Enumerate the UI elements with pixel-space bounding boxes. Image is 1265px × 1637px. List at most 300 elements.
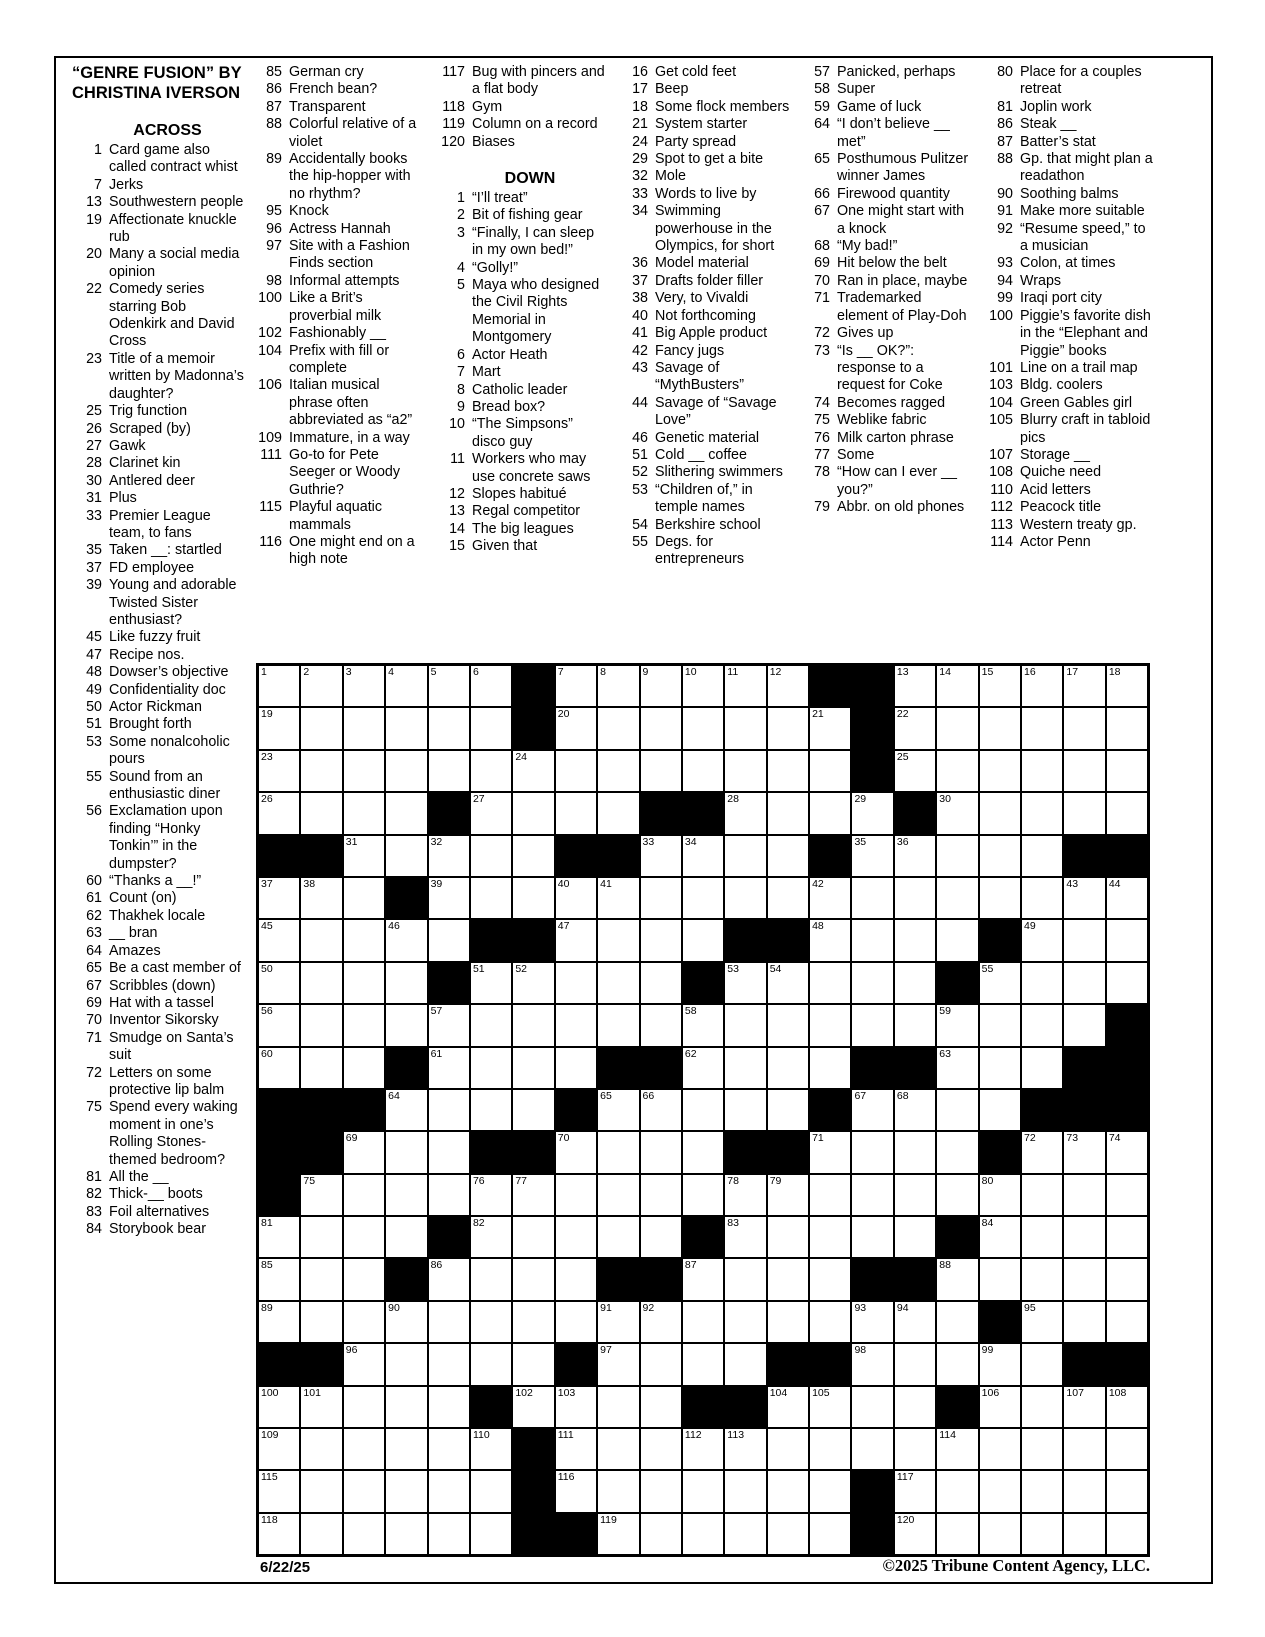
grid-cell[interactable] (470, 665, 512, 707)
grid-cell[interactable] (385, 792, 427, 834)
grid-cell[interactable] (1021, 750, 1063, 792)
grid-cell[interactable] (851, 792, 893, 834)
grid-cell[interactable] (767, 1428, 809, 1470)
grid-cell[interactable] (724, 665, 766, 707)
grid-cell[interactable] (555, 1428, 597, 1470)
grid-cell[interactable] (767, 707, 809, 749)
grid-cell[interactable] (682, 1131, 724, 1173)
grid-cell[interactable] (894, 1470, 936, 1512)
grid-cell[interactable] (682, 1343, 724, 1385)
grid-cell[interactable] (428, 835, 470, 877)
grid-cell[interactable] (936, 1513, 978, 1555)
grid-cell[interactable] (979, 792, 1021, 834)
grid-cell[interactable] (1021, 1174, 1063, 1216)
grid-cell[interactable] (597, 707, 639, 749)
grid-cell[interactable] (894, 665, 936, 707)
grid-cell[interactable] (555, 1386, 597, 1428)
grid-cell[interactable] (300, 1386, 342, 1428)
grid-cell[interactable] (597, 1428, 639, 1470)
grid-cell[interactable] (894, 1216, 936, 1258)
grid-cell[interactable] (1021, 707, 1063, 749)
grid-cell[interactable] (979, 1089, 1021, 1131)
grid-cell[interactable] (640, 1301, 682, 1343)
grid-cell[interactable] (597, 1216, 639, 1258)
grid-cell[interactable] (258, 1513, 300, 1555)
grid-cell[interactable] (428, 1004, 470, 1046)
grid-cell[interactable] (809, 707, 851, 749)
grid-cell[interactable] (385, 835, 427, 877)
grid-cell[interactable] (343, 919, 385, 961)
grid-cell[interactable] (682, 665, 724, 707)
grid-cell[interactable] (809, 1513, 851, 1555)
grid-cell[interactable] (343, 1343, 385, 1385)
grid-cell[interactable] (640, 1131, 682, 1173)
grid-cell[interactable] (1106, 750, 1148, 792)
grid-cell[interactable] (851, 1343, 893, 1385)
grid-cell[interactable] (767, 1089, 809, 1131)
grid-cell[interactable] (979, 1470, 1021, 1512)
grid-cell[interactable] (851, 1004, 893, 1046)
grid-cell[interactable] (809, 1004, 851, 1046)
grid-cell[interactable] (1021, 1470, 1063, 1512)
grid-cell[interactable] (894, 1386, 936, 1428)
grid-cell[interactable] (597, 1004, 639, 1046)
grid-cell[interactable] (724, 835, 766, 877)
grid-cell[interactable] (640, 750, 682, 792)
grid-cell[interactable] (1063, 750, 1105, 792)
grid-cell[interactable] (936, 750, 978, 792)
grid-cell[interactable] (809, 1216, 851, 1258)
grid-cell[interactable] (300, 1470, 342, 1512)
grid-cell[interactable] (1106, 707, 1148, 749)
grid-cell[interactable] (385, 1386, 427, 1428)
grid-cell[interactable] (343, 1428, 385, 1470)
grid-cell[interactable] (555, 665, 597, 707)
grid-cell[interactable] (724, 877, 766, 919)
grid-cell[interactable] (428, 707, 470, 749)
grid-cell[interactable] (1021, 1258, 1063, 1300)
grid-cell[interactable] (385, 1089, 427, 1131)
grid-cell[interactable] (809, 1047, 851, 1089)
grid-cell[interactable] (258, 707, 300, 749)
grid-cell[interactable] (979, 707, 1021, 749)
grid-cell[interactable] (894, 919, 936, 961)
grid-cell[interactable] (555, 1131, 597, 1173)
grid-cell[interactable] (300, 1301, 342, 1343)
grid-cell[interactable] (979, 1343, 1021, 1385)
grid-cell[interactable] (470, 750, 512, 792)
grid-cell[interactable] (640, 1513, 682, 1555)
grid-cell[interactable] (597, 750, 639, 792)
grid-cell[interactable] (851, 1216, 893, 1258)
grid-cell[interactable] (767, 962, 809, 1004)
grid-cell[interactable] (682, 1174, 724, 1216)
grid-cell[interactable] (428, 1258, 470, 1300)
grid-cell[interactable] (597, 792, 639, 834)
grid-cell[interactable] (597, 1174, 639, 1216)
grid-cell[interactable] (597, 1301, 639, 1343)
grid-cell[interactable] (936, 1131, 978, 1173)
grid-cell[interactable] (1106, 877, 1148, 919)
grid-cell[interactable] (640, 1004, 682, 1046)
grid-cell[interactable] (428, 1513, 470, 1555)
grid-cell[interactable] (258, 1047, 300, 1089)
grid-cell[interactable] (470, 1470, 512, 1512)
grid-cell[interactable] (1106, 1131, 1148, 1173)
grid-cell[interactable] (343, 1513, 385, 1555)
grid-cell[interactable] (1063, 1004, 1105, 1046)
grid-cell[interactable] (258, 1428, 300, 1470)
grid-cell[interactable] (343, 1047, 385, 1089)
grid-cell[interactable] (555, 792, 597, 834)
grid-cell[interactable] (682, 750, 724, 792)
grid-cell[interactable] (385, 1301, 427, 1343)
grid-cell[interactable] (767, 1216, 809, 1258)
grid-cell[interactable] (385, 1174, 427, 1216)
grid-cell[interactable] (597, 1131, 639, 1173)
grid-cell[interactable] (767, 877, 809, 919)
grid-cell[interactable] (470, 1047, 512, 1089)
grid-cell[interactable] (724, 792, 766, 834)
grid-cell[interactable] (1021, 919, 1063, 961)
grid-cell[interactable] (724, 1428, 766, 1470)
grid-cell[interactable] (894, 1004, 936, 1046)
grid-cell[interactable] (1106, 1470, 1148, 1512)
grid-cell[interactable] (470, 835, 512, 877)
grid-cell[interactable] (640, 1470, 682, 1512)
grid-cell[interactable] (936, 665, 978, 707)
grid-cell[interactable] (767, 1258, 809, 1300)
grid-cell[interactable] (343, 1258, 385, 1300)
grid-cell[interactable] (470, 1089, 512, 1131)
grid-cell[interactable] (343, 1301, 385, 1343)
grid-cell[interactable] (1021, 1428, 1063, 1470)
grid-cell[interactable] (555, 1470, 597, 1512)
grid-cell[interactable] (724, 750, 766, 792)
grid-cell[interactable] (470, 1004, 512, 1046)
grid-cell[interactable] (767, 1174, 809, 1216)
grid-cell[interactable] (640, 962, 682, 1004)
grid-cell[interactable] (343, 962, 385, 1004)
grid-cell[interactable] (1106, 1428, 1148, 1470)
grid-cell[interactable] (894, 1174, 936, 1216)
grid-cell[interactable] (724, 1301, 766, 1343)
grid-cell[interactable] (512, 1343, 554, 1385)
grid-cell[interactable] (512, 1174, 554, 1216)
grid-cell[interactable] (682, 1428, 724, 1470)
grid-cell[interactable] (979, 1258, 1021, 1300)
grid-cell[interactable] (767, 835, 809, 877)
grid-cell[interactable] (428, 1470, 470, 1512)
grid-cell[interactable] (1063, 1131, 1105, 1173)
grid-cell[interactable] (640, 1216, 682, 1258)
grid-cell[interactable] (936, 877, 978, 919)
grid-cell[interactable] (809, 1131, 851, 1173)
grid-cell[interactable] (428, 1428, 470, 1470)
grid-cell[interactable] (894, 962, 936, 1004)
grid-cell[interactable] (300, 792, 342, 834)
grid-cell[interactable] (597, 877, 639, 919)
grid-cell[interactable] (258, 750, 300, 792)
grid-cell[interactable] (894, 707, 936, 749)
grid-cell[interactable] (597, 1343, 639, 1385)
grid-cell[interactable] (343, 1386, 385, 1428)
grid-cell[interactable] (300, 707, 342, 749)
grid-cell[interactable] (1106, 792, 1148, 834)
grid-cell[interactable] (767, 1004, 809, 1046)
grid-cell[interactable] (1021, 835, 1063, 877)
grid-cell[interactable] (851, 835, 893, 877)
grid-cell[interactable] (1063, 1258, 1105, 1300)
grid-cell[interactable] (894, 1343, 936, 1385)
grid-cell[interactable] (470, 962, 512, 1004)
grid-cell[interactable] (555, 962, 597, 1004)
grid-cell[interactable] (936, 1428, 978, 1470)
grid-cell[interactable] (809, 919, 851, 961)
grid-cell[interactable] (851, 1386, 893, 1428)
grid-cell[interactable] (1021, 1004, 1063, 1046)
grid-cell[interactable] (300, 1047, 342, 1089)
grid-cell[interactable] (1063, 792, 1105, 834)
grid-cell[interactable] (1021, 1216, 1063, 1258)
grid-cell[interactable] (385, 1428, 427, 1470)
grid-cell[interactable] (385, 919, 427, 961)
grid-cell[interactable] (343, 1131, 385, 1173)
grid-cell[interactable] (555, 1047, 597, 1089)
grid-cell[interactable] (258, 1470, 300, 1512)
grid-cell[interactable] (300, 919, 342, 961)
grid-cell[interactable] (428, 919, 470, 961)
grid-cell[interactable] (809, 962, 851, 1004)
grid-cell[interactable] (894, 1131, 936, 1173)
grid-cell[interactable] (555, 919, 597, 961)
grid-cell[interactable] (682, 835, 724, 877)
grid-cell[interactable] (470, 707, 512, 749)
grid-cell[interactable] (258, 1216, 300, 1258)
grid-cell[interactable] (936, 707, 978, 749)
grid-cell[interactable] (936, 835, 978, 877)
grid-cell[interactable] (343, 665, 385, 707)
grid-cell[interactable] (809, 1386, 851, 1428)
grid-cell[interactable] (979, 1174, 1021, 1216)
grid-cell[interactable] (300, 1513, 342, 1555)
grid-cell[interactable] (682, 1301, 724, 1343)
grid-cell[interactable] (640, 877, 682, 919)
grid-cell[interactable] (767, 1513, 809, 1555)
grid-cell[interactable] (555, 1216, 597, 1258)
grid-cell[interactable] (851, 1131, 893, 1173)
grid-cell[interactable] (894, 1428, 936, 1470)
grid-cell[interactable] (258, 665, 300, 707)
grid-cell[interactable] (555, 1004, 597, 1046)
grid-cell[interactable] (682, 877, 724, 919)
grid-cell[interactable] (428, 1131, 470, 1173)
grid-cell[interactable] (724, 1174, 766, 1216)
grid-cell[interactable] (512, 877, 554, 919)
grid-cell[interactable] (343, 877, 385, 919)
grid-cell[interactable] (809, 1428, 851, 1470)
grid-cell[interactable] (894, 750, 936, 792)
grid-cell[interactable] (1106, 665, 1148, 707)
grid-cell[interactable] (512, 1089, 554, 1131)
grid-cell[interactable] (767, 1470, 809, 1512)
grid-cell[interactable] (936, 1174, 978, 1216)
grid-cell[interactable] (724, 707, 766, 749)
grid-cell[interactable] (640, 835, 682, 877)
grid-cell[interactable] (1021, 665, 1063, 707)
grid-cell[interactable] (385, 962, 427, 1004)
grid-cell[interactable] (555, 750, 597, 792)
grid-cell[interactable] (724, 1216, 766, 1258)
grid-cell[interactable] (936, 919, 978, 961)
grid-cell[interactable] (1063, 1301, 1105, 1343)
grid-cell[interactable] (300, 962, 342, 1004)
grid-cell[interactable] (258, 1004, 300, 1046)
grid-cell[interactable] (1063, 919, 1105, 961)
grid-cell[interactable] (258, 792, 300, 834)
grid-cell[interactable] (597, 962, 639, 1004)
grid-cell[interactable] (640, 1174, 682, 1216)
grid-cell[interactable] (1063, 1470, 1105, 1512)
grid-cell[interactable] (428, 877, 470, 919)
grid-cell[interactable] (724, 1513, 766, 1555)
grid-cell[interactable] (343, 835, 385, 877)
grid-cell[interactable] (640, 665, 682, 707)
grid-cell[interactable] (682, 1258, 724, 1300)
grid-cell[interactable] (385, 665, 427, 707)
grid-cell[interactable] (385, 1343, 427, 1385)
grid-cell[interactable] (979, 665, 1021, 707)
grid-cell[interactable] (767, 665, 809, 707)
grid-cell[interactable] (936, 1301, 978, 1343)
grid-cell[interactable] (385, 707, 427, 749)
grid-cell[interactable] (682, 1513, 724, 1555)
grid-cell[interactable] (597, 1386, 639, 1428)
grid-cell[interactable] (428, 1301, 470, 1343)
grid-cell[interactable] (640, 1343, 682, 1385)
grid-cell[interactable] (851, 962, 893, 1004)
grid-cell[interactable] (428, 1089, 470, 1131)
grid-cell[interactable] (851, 1301, 893, 1343)
grid-cell[interactable] (936, 1089, 978, 1131)
grid-cell[interactable] (979, 1513, 1021, 1555)
grid-cell[interactable] (894, 835, 936, 877)
grid-cell[interactable] (343, 1004, 385, 1046)
grid-cell[interactable] (809, 1470, 851, 1512)
grid-cell[interactable] (597, 665, 639, 707)
grid-cell[interactable] (343, 792, 385, 834)
grid-cell[interactable] (1021, 877, 1063, 919)
grid-cell[interactable] (724, 1004, 766, 1046)
grid-cell[interactable] (979, 750, 1021, 792)
grid-cell[interactable] (682, 919, 724, 961)
grid-cell[interactable] (1021, 1131, 1063, 1173)
grid-cell[interactable] (555, 877, 597, 919)
grid-cell[interactable] (851, 1089, 893, 1131)
grid-cell[interactable] (979, 1004, 1021, 1046)
grid-cell[interactable] (1021, 1301, 1063, 1343)
grid-cell[interactable] (512, 1258, 554, 1300)
grid-cell[interactable] (470, 1174, 512, 1216)
grid-cell[interactable] (512, 1047, 554, 1089)
grid-cell[interactable] (767, 1301, 809, 1343)
grid-cell[interactable] (724, 1089, 766, 1131)
grid-cell[interactable] (724, 1258, 766, 1300)
grid-cell[interactable] (724, 1047, 766, 1089)
grid-cell[interactable] (555, 1301, 597, 1343)
grid-cell[interactable] (1063, 1513, 1105, 1555)
grid-cell[interactable] (300, 1258, 342, 1300)
grid-cell[interactable] (512, 1301, 554, 1343)
grid-cell[interactable] (809, 1258, 851, 1300)
grid-cell[interactable] (385, 750, 427, 792)
grid-cell[interactable] (343, 750, 385, 792)
grid-cell[interactable] (640, 919, 682, 961)
grid-cell[interactable] (300, 665, 342, 707)
grid-cell[interactable] (385, 1004, 427, 1046)
grid-cell[interactable] (979, 835, 1021, 877)
grid-cell[interactable] (1063, 962, 1105, 1004)
grid-cell[interactable] (1106, 1174, 1148, 1216)
grid-cell[interactable] (640, 1386, 682, 1428)
grid-cell[interactable] (979, 1386, 1021, 1428)
grid-cell[interactable] (343, 1216, 385, 1258)
grid-cell[interactable] (809, 1301, 851, 1343)
grid-cell[interactable] (1021, 1513, 1063, 1555)
grid-cell[interactable] (597, 1089, 639, 1131)
grid-cell[interactable] (767, 1386, 809, 1428)
grid-cell[interactable] (936, 1470, 978, 1512)
grid-cell[interactable] (809, 1174, 851, 1216)
grid-cell[interactable] (470, 1258, 512, 1300)
grid-cell[interactable] (1063, 665, 1105, 707)
grid-cell[interactable] (936, 1343, 978, 1385)
grid-cell[interactable] (343, 1470, 385, 1512)
grid-cell[interactable] (428, 1343, 470, 1385)
grid-cell[interactable] (724, 1470, 766, 1512)
grid-cell[interactable] (512, 1386, 554, 1428)
grid-cell[interactable] (512, 1004, 554, 1046)
grid-cell[interactable] (1063, 1174, 1105, 1216)
grid-cell[interactable] (512, 1216, 554, 1258)
grid-cell[interactable] (809, 750, 851, 792)
grid-cell[interactable] (682, 1047, 724, 1089)
grid-cell[interactable] (809, 792, 851, 834)
grid-cell[interactable] (1021, 1047, 1063, 1089)
grid-cell[interactable] (1106, 919, 1148, 961)
grid-cell[interactable] (512, 962, 554, 1004)
grid-cell[interactable] (470, 1301, 512, 1343)
grid-cell[interactable] (1106, 1301, 1148, 1343)
grid-cell[interactable] (512, 750, 554, 792)
grid-cell[interactable] (1063, 1386, 1105, 1428)
grid-cell[interactable] (682, 1089, 724, 1131)
grid-cell[interactable] (767, 792, 809, 834)
grid-cell[interactable] (1021, 1386, 1063, 1428)
grid-cell[interactable] (1106, 1258, 1148, 1300)
grid-cell[interactable] (1106, 1216, 1148, 1258)
grid-cell[interactable] (385, 1216, 427, 1258)
grid-cell[interactable] (894, 1513, 936, 1555)
grid-cell[interactable] (470, 1513, 512, 1555)
grid-cell[interactable] (343, 1174, 385, 1216)
grid-cell[interactable] (809, 877, 851, 919)
grid-cell[interactable] (1106, 1513, 1148, 1555)
grid-cell[interactable] (1021, 1343, 1063, 1385)
grid-cell[interactable] (258, 1301, 300, 1343)
grid-cell[interactable] (767, 750, 809, 792)
grid-cell[interactable] (258, 877, 300, 919)
